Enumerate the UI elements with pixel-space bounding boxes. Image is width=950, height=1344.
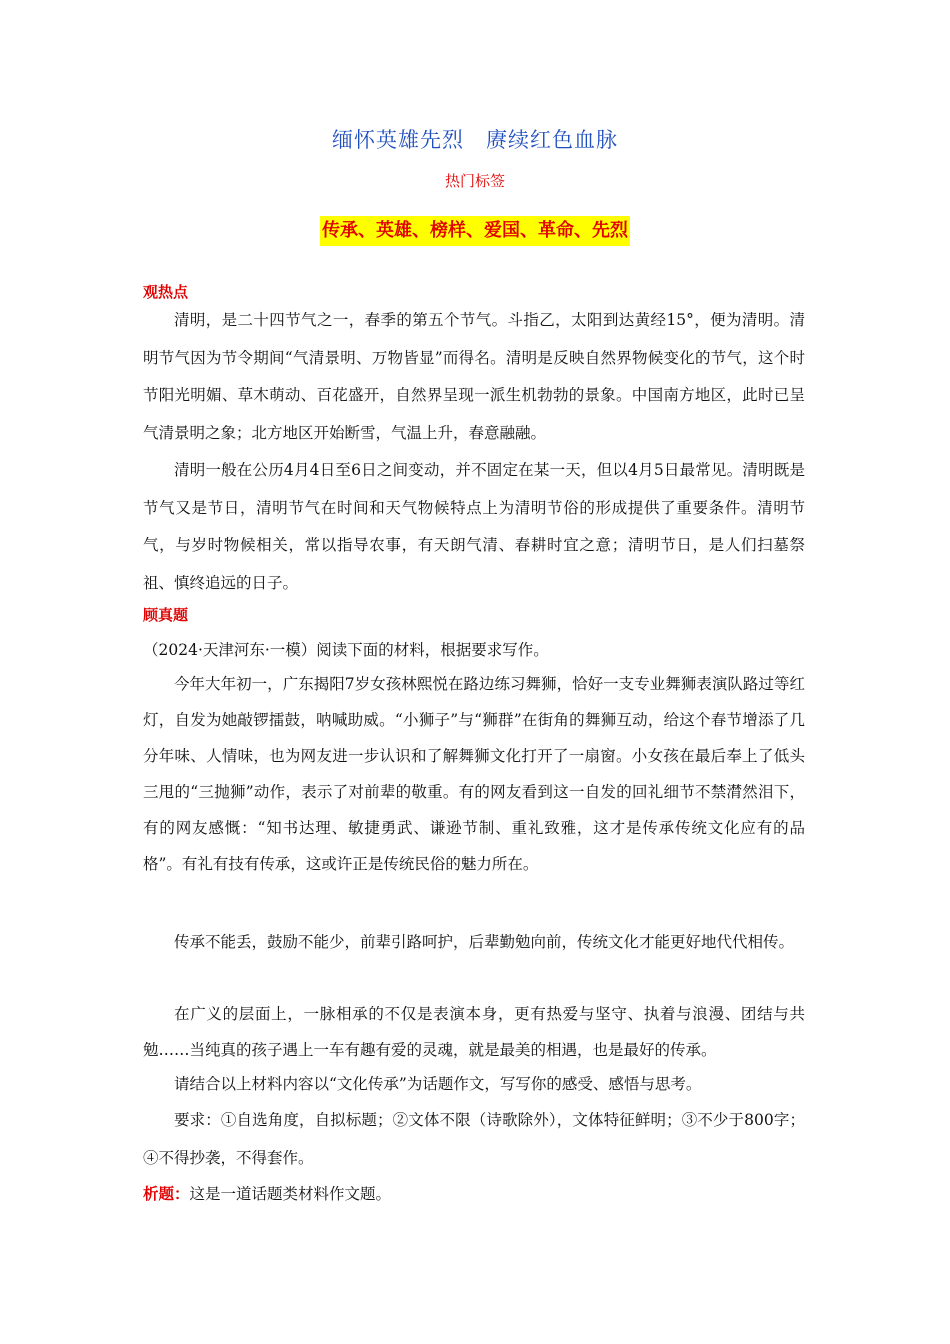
- material-paragraph-2: 传承不能丢，鼓励不能少，前辈引路呵护，后辈勤勉向前，传统文化才能更好地代代相传。: [174, 933, 795, 951]
- analysis-line: [143, 1182, 391, 1204]
- hot-paragraph-2: 清明一般在公历4月4日至6日之间变动，并不固定在某一天，但以4月5日最常见。清明既是节气又是节日，清明节气在时间和天气物候特点上为清明节俗的形成提供了重要条件。清明节气，与岁时物候相关，常以指导农事，有天朗气清、春耕时宜之意；清明节日，是人们扫墓祭祖、慎终追远的日子。: [143, 461, 805, 592]
- section-heading-real: 顾真题: [143, 606, 189, 624]
- material-paragraph-1: 今年大年初一，广东揭阳7岁女孩林熙悦在路边练习舞狮，恰好一支专业舞狮表演队路过等红灯，自发为她敲锣擂鼓，呐喊助威。“小狮子”与“狮群”在街角的舞狮互动，给这个春节增添了几分年味、人情味，也为网友进一步认识和了解舞狮文化打开了一扇窗。小女孩在最后奉上了低头三甩的“三抛狮”动作，表示了对前辈的敬重。有的网友看到这一自发的回礼细节不禁潸然泪下，有的网友感慨：“知书达理、敏捷勇武、谦逊节制、重礼致雅，这才是传承传统文化应有的品格”。有礼有技有传承，这或许正是传统民俗的魅力所在。: [143, 675, 805, 873]
- material-paragraph-3: 在广义的层面上，一脉相承的不仅是表演本身，更有热爱与坚守、执着与浪漫、团结与共勉……当纯真的孩子遇上一车有趣有爱的灵魂，就是最美的相遇，也是最好的传承。: [143, 1005, 805, 1059]
- document-title: 缅怀英雄先烈 赓续红色血脉: [332, 128, 618, 152]
- exam-source: （2024·天津河东·一模）阅读下面的材料，根据要求写作。: [143, 641, 549, 659]
- section-heading-hot: 观热点: [143, 283, 189, 301]
- analysis-label: 析题：: [143, 1184, 190, 1203]
- hot-tags: 传承、英雄、榜样、爱国、革命、先烈: [320, 216, 630, 246]
- tags-banner: [0, 216, 950, 246]
- analysis-text: 这是一道话题类材料作文题。: [189, 1185, 392, 1203]
- task-instruction: 请结合以上材料内容以“文化传承”为话题作文，写写你的感受、感悟与思考。: [174, 1075, 702, 1093]
- hot-paragraph-1: 清明，是二十四节气之一，春季的第五个节气。斗指乙，太阳到达黄经15°，便为清明。清明节气因为节令期间“气清景明、万物皆显”而得名。清明是反映自然界物候变化的节气，这个时节阳光明媚、草木萌动、百花盛开，自然界呈现一派生机勃勃的景象。中国南方地区，此时已呈气清景明之象；北方地区开始断雪，气温上升，春意融融。: [143, 311, 805, 442]
- tag-subtitle: 热门标签: [444, 172, 505, 190]
- task-requirements: 要求：①自选角度，自拟标题；②文体不限（诗歌除外），文体特征鲜明；③不少于800字；④不得抄袭，不得套作。: [143, 1111, 805, 1167]
